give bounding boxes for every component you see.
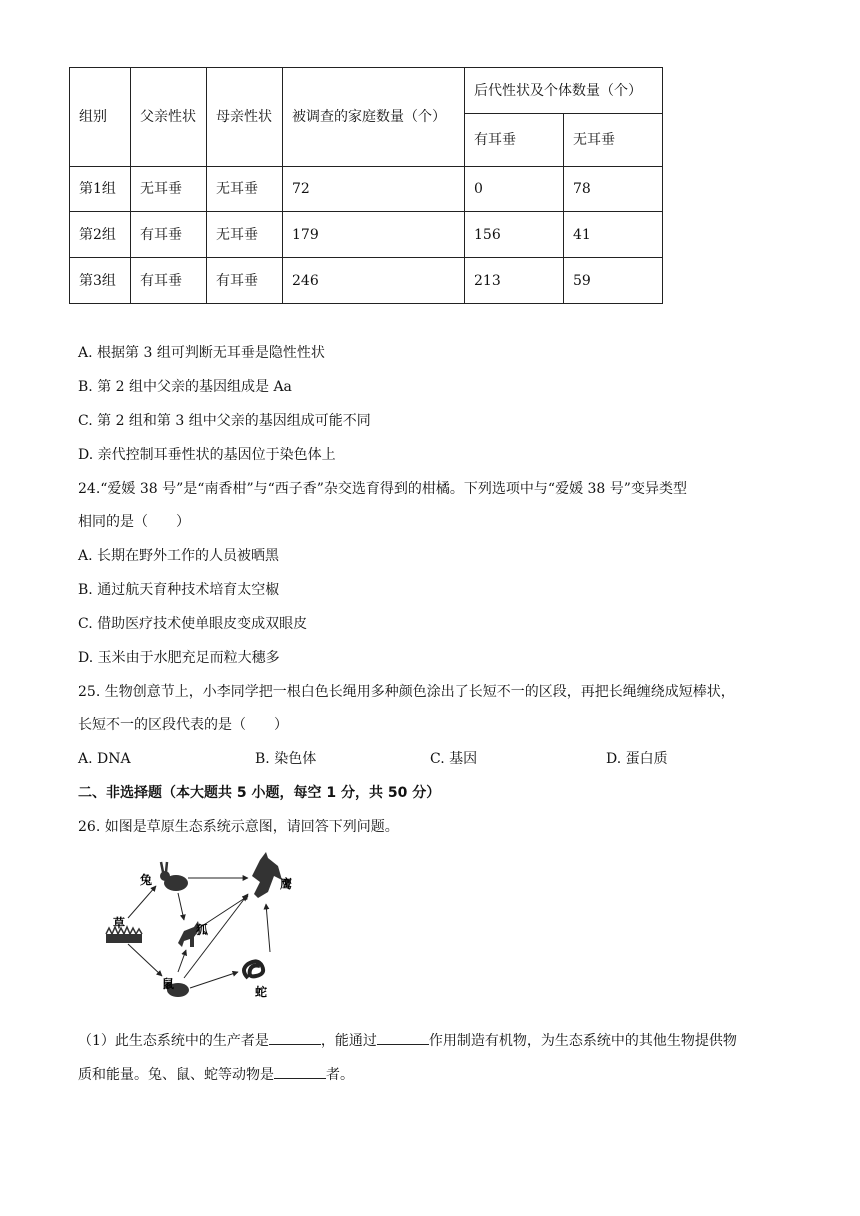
arrow-mouse-snake xyxy=(190,972,238,988)
header-father: 父亲性状 xyxy=(131,68,207,167)
q26-sub1-text-b: ，能通过 xyxy=(320,1033,377,1049)
cell-with: 156 xyxy=(465,212,564,258)
q26-sub1-text-d: 质和能量。兔、鼠、蛇等动物是 xyxy=(78,1067,274,1083)
arrow-rabbit-fox xyxy=(178,893,184,920)
q26-stem: 26. 如图是草原生态系统示意图，请回答下列问题。 xyxy=(78,819,399,835)
snake-icon xyxy=(244,961,263,978)
q23-option-d: D. 亲代控制耳垂性状的基因位于染色体上 xyxy=(78,447,336,463)
rabbit-icon xyxy=(160,862,188,891)
cell-group: 第3组 xyxy=(70,258,131,304)
q24-stem-line1: 24.“爱媛 38 号”是“南香柑”与“西子香”杂交选育得到的柑橘。下列选项中与“爱媛 38 号”变异类型 xyxy=(78,481,687,497)
header-with-lobe: 有耳垂 xyxy=(465,114,564,167)
food-web-diagram xyxy=(98,848,298,1008)
q26-sub1-text-c: 作用制造有机物，为生态系统中的其他生物提供物 xyxy=(428,1033,737,1049)
q25-stem-line1: 25. 生物创意节上，小李同学把一根白色长绳用多种颜色涂出了长短不一的区段，再把长绳缠绕成短棒状， xyxy=(78,684,735,700)
q25-option-d: D. 蛋白质 xyxy=(606,751,668,767)
label-rabbit: 兔 xyxy=(140,873,153,887)
cell-group: 第1组 xyxy=(70,167,131,212)
q23-option-b: B. 第 2 组中父亲的基因组成是 Aa xyxy=(78,379,292,395)
q24-stem-line2: 相同的是（ ） xyxy=(78,514,190,530)
header-group: 组别 xyxy=(70,68,131,167)
cell-without: 78 xyxy=(564,167,663,212)
cell-mother: 有耳垂 xyxy=(207,258,283,304)
arrow-snake-hawk xyxy=(266,904,270,952)
answer-blank[interactable] xyxy=(269,1030,321,1045)
cell-father: 无耳垂 xyxy=(131,167,207,212)
q23-option-c: C. 第 2 组和第 3 组中父亲的基因组成可能不同 xyxy=(78,413,371,429)
table-row xyxy=(70,212,663,258)
q26-sub1-text-e: 者。 xyxy=(326,1067,354,1083)
table-row xyxy=(70,258,663,304)
cell-families: 72 xyxy=(283,167,465,212)
q25-stem-line2: 长短不一的区段代表的是（ ） xyxy=(78,717,288,733)
cell-families: 246 xyxy=(283,258,465,304)
arrow-mouse-fox xyxy=(178,950,186,972)
table-row xyxy=(70,167,663,212)
header-offspring: 后代性状及个体数量（个） xyxy=(465,68,663,114)
label-fox: 狐 xyxy=(196,923,209,937)
label-snake: 蛇 xyxy=(255,985,268,999)
q25-option-a: A. DNA xyxy=(78,751,131,767)
cell-mother: 无耳垂 xyxy=(207,167,283,212)
header-without-lobe: 无耳垂 xyxy=(564,114,663,167)
answer-blank[interactable] xyxy=(377,1030,429,1045)
cell-families: 179 xyxy=(283,212,465,258)
cell-father: 有耳垂 xyxy=(131,258,207,304)
q24-option-b: B. 通过航天育种技术培育太空椒 xyxy=(78,582,280,598)
q25-option-b: B. 染色体 xyxy=(255,751,317,767)
cell-group: 第2组 xyxy=(70,212,131,258)
answer-blank[interactable] xyxy=(274,1064,326,1079)
q26-sub1-text-a: （1）此生态系统中的生产者是 xyxy=(78,1033,269,1049)
arrow-grass-mouse xyxy=(128,944,162,976)
q24-option-a: A. 长期在野外工作的人员被晒黑 xyxy=(78,548,280,564)
header-families: 被调查的家庭数量（个） xyxy=(283,68,465,167)
arrow-grass-rabbit xyxy=(128,886,156,918)
q26-sub1-line2 xyxy=(78,1064,354,1085)
cell-without: 41 xyxy=(564,212,663,258)
cell-father: 有耳垂 xyxy=(131,212,207,258)
label-grass: 草 xyxy=(113,916,126,930)
section-title: 二、非选择题（本大题共 5 小题，每空 1 分，共 50 分） xyxy=(78,785,441,801)
q24-option-c: C. 借助医疗技术使单眼皮变成双眼皮 xyxy=(78,616,308,632)
earlobe-survey-table xyxy=(69,67,663,304)
q25-option-c: C. 基因 xyxy=(430,751,478,767)
cell-with: 213 xyxy=(465,258,564,304)
cell-without: 59 xyxy=(564,258,663,304)
cell-mother: 无耳垂 xyxy=(207,212,283,258)
hawk-icon xyxy=(252,852,282,898)
q24-option-d: D. 玉米由于水肥充足而粒大穗多 xyxy=(78,650,280,666)
q23-option-a: A. 根据第 3 组可判断无耳垂是隐性性状 xyxy=(78,345,325,361)
label-mouse: 鼠 xyxy=(162,977,175,991)
q26-sub1-line1 xyxy=(78,1030,737,1051)
cell-with: 0 xyxy=(465,167,564,212)
header-mother: 母亲性状 xyxy=(207,68,283,167)
label-hawk: 鹰 xyxy=(280,877,293,891)
